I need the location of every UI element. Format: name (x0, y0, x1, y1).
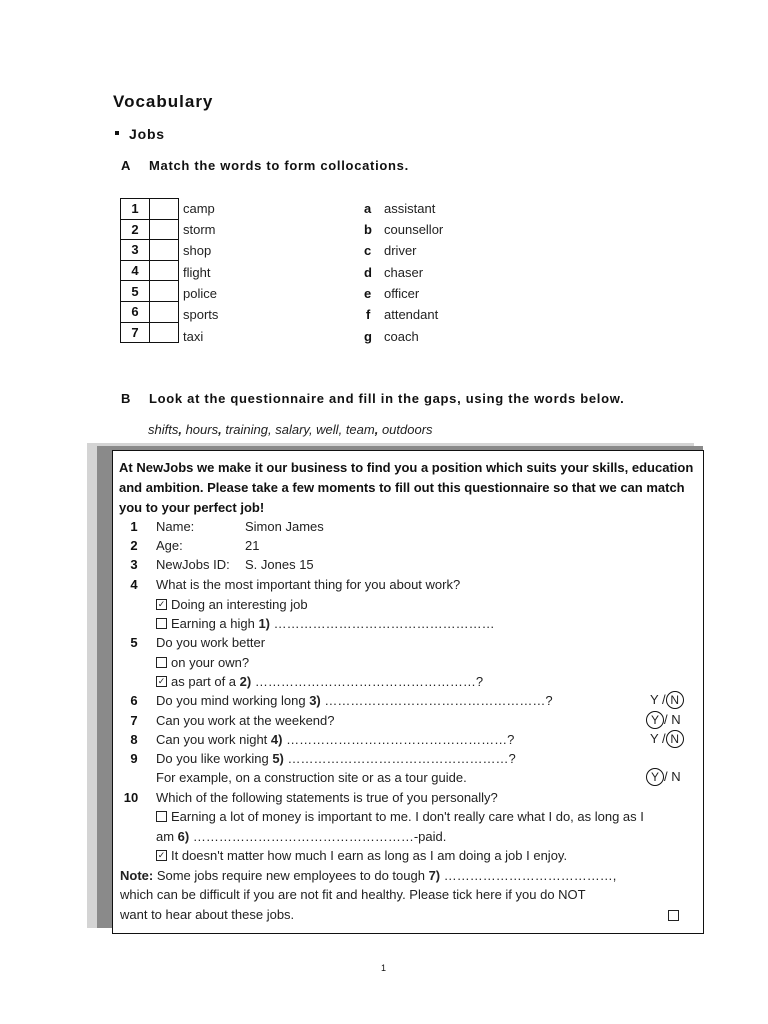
yes-no-answer: Y / N (650, 730, 684, 748)
note-line: which can be difficult if you are not fit and healthy. Please tick here if you do NOT (120, 887, 586, 902)
circled-yes[interactable]: Y (646, 768, 664, 786)
exercise-a-instruction: A Match the words to form collocations. (121, 158, 409, 173)
left-word: shop (183, 243, 212, 258)
option-checked: ✓ as part of a 2) ……………………………………………? (157, 674, 484, 689)
question-text: Can you work at the weekend? (156, 713, 335, 728)
yes-no-answer: Y / N (650, 691, 684, 709)
question-text: Can you work night 4) ……………………………………………? (156, 732, 515, 747)
question-number: 6 (130, 693, 138, 708)
table-row: 1 (121, 199, 179, 220)
table-row: 7 (121, 322, 179, 343)
bullet-square-icon (115, 131, 119, 135)
table-row: 5 (121, 281, 179, 302)
right-letter: f (366, 307, 371, 322)
right-word: attendant (384, 307, 439, 322)
id-label: NewJobs ID: (156, 557, 230, 572)
section-heading: Vocabulary (113, 92, 214, 111)
match-table (120, 198, 179, 343)
right-letter: c (364, 243, 372, 258)
question-number: 1 (130, 519, 138, 534)
right-letter: e (364, 286, 372, 301)
questionnaire-intro: At NewJobs we make it our business to find you a position which suits your skills, education and ambition. Please take a few moments to fill out this questionnaire so that we can match you to your perfect job! (119, 460, 694, 515)
right-word: assistant (384, 201, 436, 216)
yes-no-answer: Y / N (646, 711, 681, 729)
left-word: taxi (183, 329, 204, 344)
answer-box-3[interactable] (150, 240, 179, 261)
right-word: driver (384, 243, 417, 258)
left-word: storm (183, 222, 216, 237)
left-word: camp (183, 201, 215, 216)
yes-no-answer: Y / N (646, 768, 681, 786)
answer-box-6[interactable] (150, 301, 179, 322)
table-row: 2 (121, 219, 179, 240)
question-text: What is the most important thing for you about work? (156, 577, 461, 592)
question-subtext: For example, on a construction site or as a tour guide. (156, 770, 467, 785)
question-text: Do you mind working long 3) ……………………………………………? (156, 693, 553, 708)
right-letter: a (364, 201, 372, 216)
table-row: 6 (121, 301, 179, 322)
question-number: 3 (130, 557, 138, 572)
table-row: 4 (121, 260, 179, 281)
note-line: Note: Some jobs require new employees to do tough 7) …………………………………, (120, 868, 617, 883)
answer-box-2[interactable] (150, 219, 179, 240)
option-checked: ✓ Doing an interesting job (157, 597, 308, 612)
answer-box-7[interactable] (150, 322, 179, 343)
option-unchecked: Earning a high 1) …………………………………………… (156, 616, 495, 631)
page-number: 1 (381, 963, 387, 973)
question-number: 8 (130, 732, 138, 747)
question-text: Do you like working 5) ……………………………………………? (156, 751, 516, 766)
exercise-b-instruction: B Look at the questionnaire and fill in the gaps, using the words below. (121, 391, 625, 406)
age-label: Age: (156, 538, 183, 553)
checkbox-icon[interactable] (156, 811, 167, 822)
answer-box-5[interactable] (150, 281, 179, 302)
name-label: Name: (156, 519, 195, 534)
right-letter: d (364, 265, 372, 280)
answer-box-4[interactable] (150, 260, 179, 281)
right-word: chaser (384, 265, 424, 280)
question-number: 2 (130, 538, 138, 553)
question-number: 5 (130, 635, 138, 650)
option-unchecked: on your own? (156, 655, 249, 670)
question-number: 10 (123, 790, 139, 805)
question-text: Which of the following statements is true of you personally? (156, 790, 498, 805)
right-word: counsellor (384, 222, 444, 237)
table-row: 3 (121, 240, 179, 261)
question-number: 9 (130, 751, 138, 766)
left-word: flight (183, 265, 211, 280)
right-letter: g (364, 329, 372, 344)
question-number: 7 (130, 713, 138, 728)
id-value: S. Jones 15 (245, 557, 314, 572)
checked-box-icon[interactable]: ✓ (157, 599, 166, 610)
checkbox-icon[interactable] (668, 910, 679, 921)
right-letter: b (364, 222, 372, 237)
name-value: Simon James (245, 519, 324, 534)
question-text: Do you work better (156, 635, 266, 650)
left-word: police (183, 286, 217, 301)
circled-no[interactable]: N (666, 691, 684, 709)
question-number: 4 (130, 577, 138, 592)
opt-out-checkbox[interactable] (668, 908, 683, 926)
note-line: want to hear about these jobs. (120, 907, 295, 922)
option-unchecked: Earning a lot of money is important to me. I don't really care what I do, as long as I (156, 809, 644, 824)
checked-box-icon[interactable]: ✓ (157, 676, 166, 687)
answer-box-1[interactable] (150, 199, 179, 220)
left-word: sports (183, 307, 219, 322)
right-word: coach (384, 329, 419, 344)
option-continuation: am 6) ……………………………………………-paid. (156, 829, 447, 844)
subheading-jobs: Jobs (115, 126, 165, 142)
circled-yes[interactable]: Y (646, 711, 664, 729)
right-word: officer (384, 286, 420, 301)
age-value: 21 (245, 538, 260, 553)
checkbox-icon[interactable] (156, 618, 167, 629)
checked-box-icon[interactable]: ✓ (157, 850, 166, 861)
checkbox-icon[interactable] (156, 657, 167, 668)
option-checked: ✓ It doesn't matter how much I earn as long as I am doing a job I enjoy. (157, 848, 568, 863)
word-bank: shifts, hours, training, salary, well, team, outdoors (148, 422, 433, 437)
circled-no[interactable]: N (666, 730, 684, 748)
